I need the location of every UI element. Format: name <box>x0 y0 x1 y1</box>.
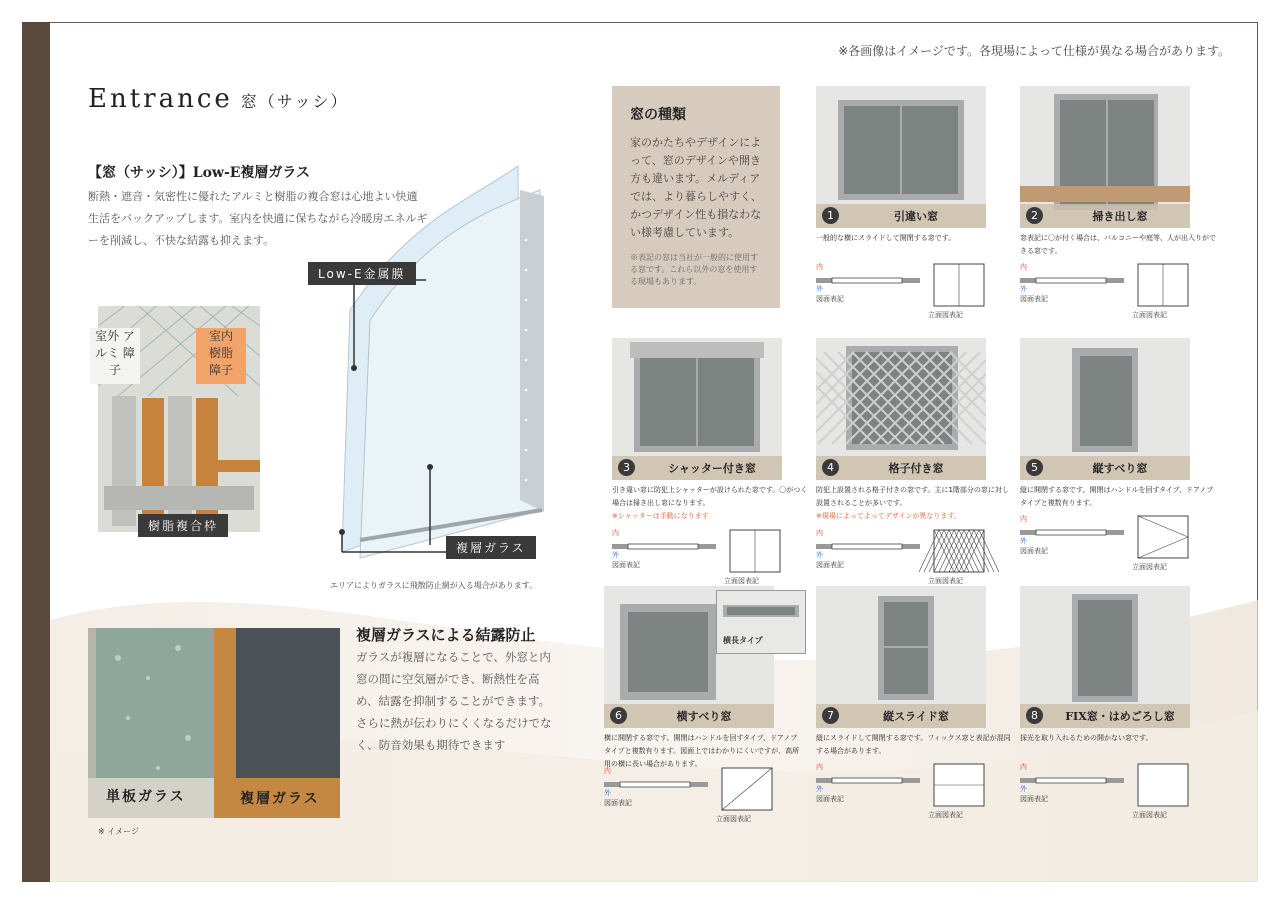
elevation-label: 立面図表記 <box>1132 563 1167 571</box>
lowe-label: Low-E金属膜 <box>308 262 416 285</box>
title-sub: 窓（サッシ） <box>240 92 349 111</box>
window-title-bar <box>816 704 986 728</box>
frame-label: 樹脂複合枠 <box>138 514 228 537</box>
plan-elevation-drawing <box>604 766 800 832</box>
window-number: 6 <box>610 707 627 724</box>
window-title-bar <box>816 456 986 480</box>
section1-heading: 【窓（サッシ）】Low-E複層ガラス <box>88 165 311 181</box>
inside-label: 内 <box>816 763 823 771</box>
inside-label: 内 <box>816 263 823 271</box>
elevation-label: 立面図表記 <box>724 577 759 585</box>
types-body: 家のかたちやデザインによって、窓のデザインや開き方も違います。メルディアでは、より暮らしやすく、かつデザイン性も損なわない様考慮しています。 <box>630 136 762 239</box>
elevation-label: 立面図表記 <box>1132 811 1167 819</box>
elevation-label: 立面図表記 <box>928 311 963 319</box>
inside-label: 内 <box>612 529 619 537</box>
window-diagram <box>1020 762 1216 822</box>
window-warning: ※現場によってよってデザインが異なります。 <box>816 512 961 520</box>
inside-label: 内 <box>816 529 823 537</box>
outside-label: 外 <box>816 285 823 293</box>
indoor-sash-label: 室内 樹脂 障子 <box>196 328 246 384</box>
window-diagram <box>816 528 1012 588</box>
window-title-bar <box>1020 704 1190 728</box>
window-description: 横に開閉する窓です。開閉はハンドルを回すタイプ、ドアノブタイプと複数有ります。図面上ではわかりにくいですが、高所用の横に長い場合があります。 <box>604 734 800 768</box>
window-name: 掃き出し窓 <box>1092 210 1148 223</box>
outside-label: 外 <box>604 789 611 797</box>
window-diagram <box>816 262 1012 322</box>
window-diagram <box>816 762 1012 822</box>
inside-label: 内 <box>1020 263 1027 271</box>
window-description: 縦に開閉する窓です。開閉はハンドルを回すタイプ、ドアノブタイプと複数有ります。 <box>1020 486 1214 507</box>
window-number: 2 <box>1026 207 1043 224</box>
window-types-box <box>612 86 780 308</box>
types-note: ※表記の窓は当社が一般的に使用する窓です。これら以外の窓を使用する現場もあります。 <box>630 253 758 286</box>
window-name: 引違い窓 <box>894 210 938 223</box>
window-title-bar <box>612 456 782 480</box>
window-title-bar <box>604 704 774 728</box>
section2-body: ガラスが複層になることで、外窓と内窓の間に空気層ができ、断熱性を高め、結露を抑制することができます。さらに熱が伝わりにくくなるだけでなく、防音効果も期待できます <box>356 650 552 752</box>
section2-heading: 複層ガラスによる結露防止 <box>356 626 536 644</box>
window-description: 引き違い窓に防犯上シャッターが設けられた窓です。〇がつく場合は掃き出し窓になります。 ※シャッターは手動になります <box>612 484 808 523</box>
window-title-bar <box>1020 456 1190 480</box>
double-glass-drawing <box>330 160 570 560</box>
window-number: 1 <box>822 207 839 224</box>
window-number: 8 <box>1026 707 1043 724</box>
elevation-label: 立面図表記 <box>716 815 751 823</box>
window-number: 5 <box>1026 459 1043 476</box>
window-title-bar <box>1020 204 1190 228</box>
plan-elevation-drawing <box>816 262 1012 328</box>
side-type-label: 横長タイプ <box>723 636 763 645</box>
window-number: 4 <box>822 459 839 476</box>
page-title <box>88 84 348 114</box>
plan-elevation-drawing <box>1020 514 1216 580</box>
types-title: 窓の種類 <box>630 107 686 123</box>
elevation-label: 立面図表記 <box>1132 311 1167 319</box>
window-name: 縦すべり窓 <box>1092 462 1148 475</box>
plan-elevation-drawing <box>1020 762 1216 828</box>
plan-elevation-drawing <box>612 528 808 594</box>
glass-note: エリアによりガラスに飛散防止網が入る場合があります。 <box>330 581 538 590</box>
window-diagram <box>612 528 808 588</box>
window-name: FIX窓・はめごろし窓 <box>1065 710 1175 723</box>
outside-label: 外 <box>816 551 823 559</box>
double-glass-photo-label: 複層ガラス <box>240 791 320 807</box>
window-description: 縦にスライドして開閉する窓です。フィックス窓と表記が混同する場合があります。 <box>816 734 1011 755</box>
window-description: 採光を取り入れるための開かない窓です。 <box>1020 734 1153 742</box>
window-diagram <box>1020 262 1216 322</box>
window-description: 窓表記に〇が付く場合は、バルコニーや庭等、人が出入りができる窓です。 <box>1020 234 1216 255</box>
plan-label: 図面表記 <box>604 799 632 807</box>
inside-label: 内 <box>1020 515 1027 523</box>
plan-label: 図面表記 <box>816 295 844 303</box>
side-type-inset <box>716 590 806 654</box>
single-glass-label: 単板ガラス <box>106 789 186 805</box>
window-description: 防犯上設置される格子付きの窓です。主に1階部分の窓に対し設置されることが多いです。 ※現場によってよってデザインが異なります。 <box>816 484 1012 523</box>
window-description: 一般的な横にスライドして開閉する窓です。 <box>816 234 956 242</box>
page-spine <box>22 22 50 882</box>
window-name: 縦スライド窓 <box>883 710 949 723</box>
outside-label: 外 <box>1020 285 1027 293</box>
inside-label: 内 <box>1020 763 1027 771</box>
section1-body: 断熱・遮音・気密性に優れたアルミと樹脂の複合窓は心地よい快適生活をバックアップします。室内を快適に保ちながら冷暖房エネルギーを削減し、不快な結露も抑えます。 <box>88 190 428 247</box>
elevation-label: 立面図表記 <box>928 577 963 585</box>
plan-label: 図面表記 <box>1020 295 1048 303</box>
window-title-bar <box>816 204 986 228</box>
plan-elevation-drawing <box>816 762 1012 828</box>
window-diagram <box>1020 514 1216 574</box>
plan-label: 図面表記 <box>1020 795 1048 803</box>
window-warning: ※シャッターは手動になります <box>612 512 709 520</box>
plan-elevation-drawing <box>1020 262 1216 328</box>
plan-elevation-drawing <box>816 528 1012 594</box>
plan-label: 図面表記 <box>612 561 640 569</box>
title-main: Entrance <box>88 84 233 114</box>
window-name: 格子付き窓 <box>888 462 944 475</box>
window-name: シャッター付き窓 <box>668 462 756 475</box>
plan-label: 図面表記 <box>1020 547 1048 555</box>
inside-label: 内 <box>604 767 611 775</box>
window-number: 7 <box>822 707 839 724</box>
window-name: 横すべり窓 <box>676 710 732 723</box>
outdoor-sash-label: 室外 アルミ 障子 <box>90 328 140 384</box>
window-diagram <box>604 766 800 826</box>
outside-label: 外 <box>1020 785 1027 793</box>
elevation-label: 立面図表記 <box>928 811 963 819</box>
plan-label: 図面表記 <box>816 795 844 803</box>
outside-label: 外 <box>612 551 619 559</box>
window-number: 3 <box>618 459 635 476</box>
double-glass-label: 複層ガラス <box>446 536 536 559</box>
plan-label: 図面表記 <box>816 561 844 569</box>
outside-label: 外 <box>1020 537 1027 545</box>
top-note: ※各画像はイメージです。各現場によって仕様が異なる場合があります。 <box>838 44 1230 58</box>
image-note: ※ イメージ <box>98 827 140 836</box>
outside-label: 外 <box>816 785 823 793</box>
